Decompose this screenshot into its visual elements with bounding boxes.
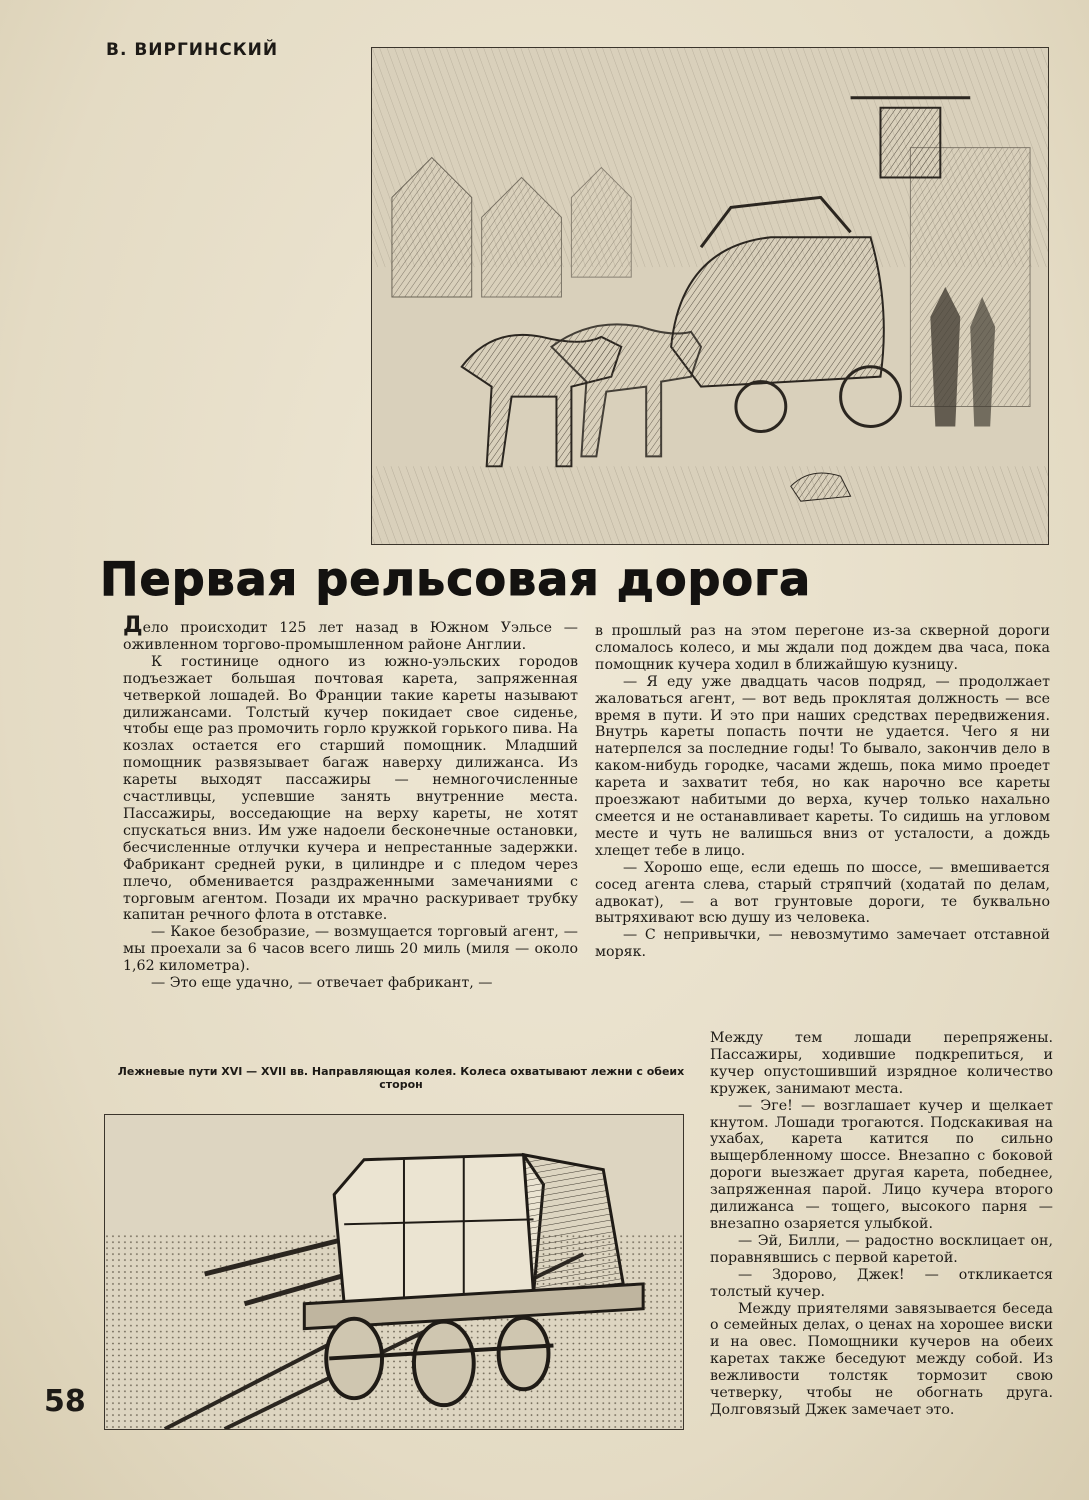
paragraph: — Какое безобразие, — возмущается торговый агент, — мы проехали за 6 часов всего лишь 20 миль (миля — около 1,62 километра). (123, 924, 578, 975)
paragraph (123, 613, 578, 654)
page-number: 58 (44, 1384, 86, 1419)
paragraph-text: ело происходит 125 лет назад в Южном Уэльсе — оживленном торгово-промышленном районе Англии. (123, 620, 578, 653)
paragraph: К гостинице одного из южно-уэльских городов подъезжает большая почтовая карета, запряженная четверкой лошадей. Во Франции такие кареты называют дилижансами. Толстый кучер покидает свое сиденье, чтобы еще раз промочить горло кружкой горького пива. На козлах остается его старший помощник. Младший помощник развязывает багаж наверху дилижанса. Из кареты выходят пассажиры — немногочисленные счастливцы, успевшие занять внутренние места. Пассажиры, восседающие на верху кареты, не хотят спускаться вниз. Им уже надоели бесконечные остановки, бесчисленные отлучки кучера и непрестанные задержки. Фабрикант средней руки, в цилиндре и с пледом через плечо, обменивается раздраженными замечаниями с торговым агентом. Позади их мрачно раскуривает трубку капитан речного флота в отставке. (123, 653, 578, 924)
figure-caption: Лежневые пути XVI — XVII вв. Направляющая колея. Колеса охватывают лежни с обеих сторон (117, 1065, 685, 1091)
text-column-3 (710, 1030, 1053, 1419)
stagecoach-engraving (371, 47, 1049, 545)
article-title: Первая рельсовая дорога (100, 552, 812, 606)
wagon-on-rails-illustration (104, 1114, 684, 1430)
paragraph: — Я еду уже двадцать часов подряд, — продолжает жаловаться агент, — вот ведь проклятая должность — все время в пути. И это при наших средствах передвижения. Внутрь кареты попасть почти не удается. Чего я ни натерпелся за последние годы! То бывало, закончив дело в каком-нибудь городке, часами ждешь, пока мимо проедет карета и захватит тебя, но как нарочно все кареты проезжают набитыми до верха, кучер только нахально смеется и не останавливает кареты. То сидишь на угловом месте и чуть не валишься вниз от усталости, а дождь хлещет тебе в лицо. (595, 673, 1050, 859)
paragraph: — Хорошо еще, если едешь по шоссе, — вмешивается сосед агента слева, старый стряпчий (ходатай по делам, адвокат), — а вот грунтовые дороги, те буквально вытряхивают всю душу из человека. (595, 859, 1050, 927)
author-byline: В. ВИРГИНСКИЙ (106, 40, 279, 60)
paragraph: Между тем лошади перепряжены. Пассажиры, ходившие подкрепиться, и кучер опустошивший изрядное количество кружек, занимают места. (710, 1030, 1053, 1097)
paragraph: — Эй, Билли, — радостно восклицает он, поравнявшись с первой каретой. (710, 1232, 1053, 1266)
drop-cap: Д (123, 613, 143, 638)
text-column-1 (123, 613, 578, 992)
paragraph: Между приятелями завязывается беседа о семейных делах, о ценах на хорошее виски и на овес. Помощники кучеров на обеих каретах также беседуют между собой. Из вежливости толстяк тормозит свою четверку, чтобы не обогнать друга. Долговязый Джек замечает это. (710, 1300, 1053, 1418)
paragraph: — Здорово, Джек! — откликается толстый кучер. (710, 1266, 1053, 1300)
paragraph: — С непривычки, — невозмутимо замечает отставной моряк. (595, 927, 1050, 961)
text-column-2 (595, 623, 1050, 961)
paragraph: — Эге! — возглашает кучер и щелкает кнутом. Лошади трогаются. Подскакивая на ухабах, карета катится по сильно выщербленному шоссе. Внезапно с боковой дороги выезжает другая карета, победнее, запряженная парой. Лицо кучера второго дилижанса — тощего, высокого парня — внезапно озаряется улыбкой. (710, 1097, 1053, 1232)
paragraph: — Это еще удачно, — отвечает фабрикант, — (151, 975, 493, 992)
paragraph: в прошлый раз на этом перегоне из-за скверной дороги сломалось колесо, и мы ждали под дождем два часа, пока помощник кучера ходил в ближайшую кузницу. (595, 623, 1050, 673)
